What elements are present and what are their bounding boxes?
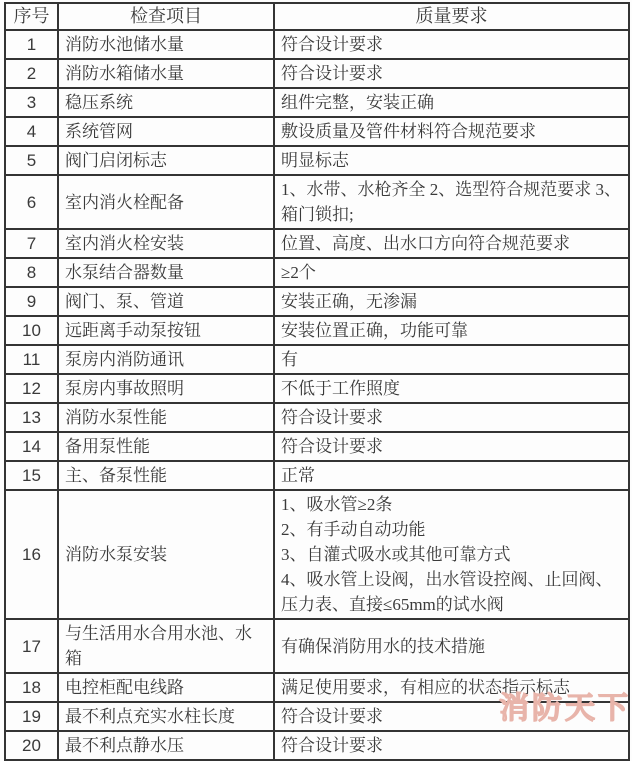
cell-no: 17 [5,619,58,673]
cell-item: 消防水池储水量 [58,30,274,59]
cell-req [274,175,629,229]
req-line: 敷设质量及管件材料符合规范要求 [281,122,536,141]
table-row [5,731,629,760]
table-row [5,461,629,490]
cell-no: 3 [5,88,58,117]
table-row [5,619,629,673]
cell-no: 12 [5,374,58,403]
cell-req [274,258,629,287]
cell-req [274,673,629,702]
req-line: 有确保消防用水的技术措施 [281,636,485,656]
req-line: 正常 [281,466,315,485]
req-line: 有 [281,350,298,369]
cell-item: 阀门启闭标志 [58,146,274,175]
cell-req [274,731,629,760]
req-line: 符合设计要求 [281,707,383,726]
cell-req [274,702,629,731]
table-row [5,673,629,702]
document-page [0,2,632,755]
table-row [5,432,629,461]
table-row [5,30,629,59]
cell-item: 消防水泵安装 [58,490,274,619]
table-row [5,316,629,345]
req-line: 符合设计要求 [281,736,383,755]
header-item: 检查项目 [58,3,274,30]
cell-req [274,345,629,374]
cell-no: 16 [5,490,58,619]
req-line: 不低于工作照度 [281,379,400,398]
req-line: 2、有手动自动功能 [281,520,426,539]
table-row [5,287,629,316]
req-line: 安装正确，无渗漏 [281,292,417,311]
req-line: 1、吸水管≥2条 [281,495,393,514]
cell-req [274,287,629,316]
cell-item: 电控柜配电线路 [58,673,274,702]
cell-no: 10 [5,316,58,345]
watermark: 消防天下 [499,692,631,725]
cell-no: 2 [5,59,58,88]
cell-item: 主、备泵性能 [58,461,274,490]
req-line: 位置、高度、出水口方向符合规范要求 [281,234,570,253]
cell-item: 室内消火栓配备 [58,175,274,229]
cell-req [274,146,629,175]
cell-req [274,403,629,432]
table-row [5,258,629,287]
cell-no: 20 [5,731,58,760]
cell-no: 6 [5,175,58,229]
table-row [5,490,629,619]
cell-item: 消防水泵性能 [58,403,274,432]
req-line: 符合设计要求 [281,35,383,54]
cell-req [274,229,629,258]
cell-no: 18 [5,673,58,702]
table-row [5,374,629,403]
cell-req [274,432,629,461]
table-body [5,30,629,760]
cell-req [274,117,629,146]
table-row [5,229,629,258]
req-line: ≥2个 [281,263,316,282]
req-line: 满足使用要求，有相应的状态指示标志 [281,678,570,697]
cell-item: 远距离手动泵按钮 [58,316,274,345]
req-line: 1、水带、水枪齐全 2、选型符合规范要求 3、箱门锁扣; [281,180,621,224]
table-row [5,175,629,229]
table-row [5,702,629,731]
cell-no: 11 [5,345,58,374]
table-row [5,146,629,175]
cell-req [274,461,629,490]
req-line: 符合设计要求 [281,437,383,456]
cell-no: 1 [5,30,58,59]
cell-req [274,374,629,403]
cell-req [274,619,629,673]
req-line: 组件完整，安装正确 [281,93,434,112]
cell-item: 最不利点静水压 [58,731,274,760]
req-line: 安装位置正确，功能可靠 [281,321,468,340]
cell-item: 水泵结合器数量 [58,258,274,287]
cell-no: 14 [5,432,58,461]
req-line: 3、自灌式吸水或其他可靠方式 [281,545,511,564]
cell-req [274,316,629,345]
cell-no: 4 [5,117,58,146]
cell-no: 8 [5,258,58,287]
cell-req [274,59,629,88]
cell-item: 室内消火栓安装 [58,229,274,258]
table-row [5,88,629,117]
cell-item: 稳压系统 [58,88,274,117]
cell-no: 15 [5,461,58,490]
req-line: 符合设计要求 [281,64,383,83]
cell-no: 5 [5,146,58,175]
header-no: 序号 [5,3,58,30]
header-row [5,3,629,30]
inspection-table [4,2,630,761]
table-row [5,403,629,432]
cell-item: 最不利点充实水柱长度 [58,702,274,731]
cell-req [274,88,629,117]
table-row [5,345,629,374]
cell-item: 备用泵性能 [58,432,274,461]
cell-item: 泵房内消防通讯 [58,345,274,374]
cell-item: 系统管网 [58,117,274,146]
table-row [5,59,629,88]
table-row [5,117,629,146]
cell-no: 9 [5,287,58,316]
cell-no: 19 [5,702,58,731]
cell-item: 阀门、泵、管道 [58,287,274,316]
req-line: 4、吸水管上设阀，出水管设控阀、止回阀、压力表、直接≤65mm的试水阀 [281,570,613,614]
cell-item: 消防水箱储水量 [58,59,274,88]
cell-no: 13 [5,403,58,432]
cell-no: 7 [5,229,58,258]
req-line: 明显标志 [281,151,349,170]
cell-item: 与生活用水合用水池、水箱 [58,619,274,673]
header-req: 质量要求 [274,3,629,30]
cell-item: 泵房内事故照明 [58,374,274,403]
cell-req [274,30,629,59]
cell-req [274,490,629,619]
req-line: 符合设计要求 [281,408,383,427]
